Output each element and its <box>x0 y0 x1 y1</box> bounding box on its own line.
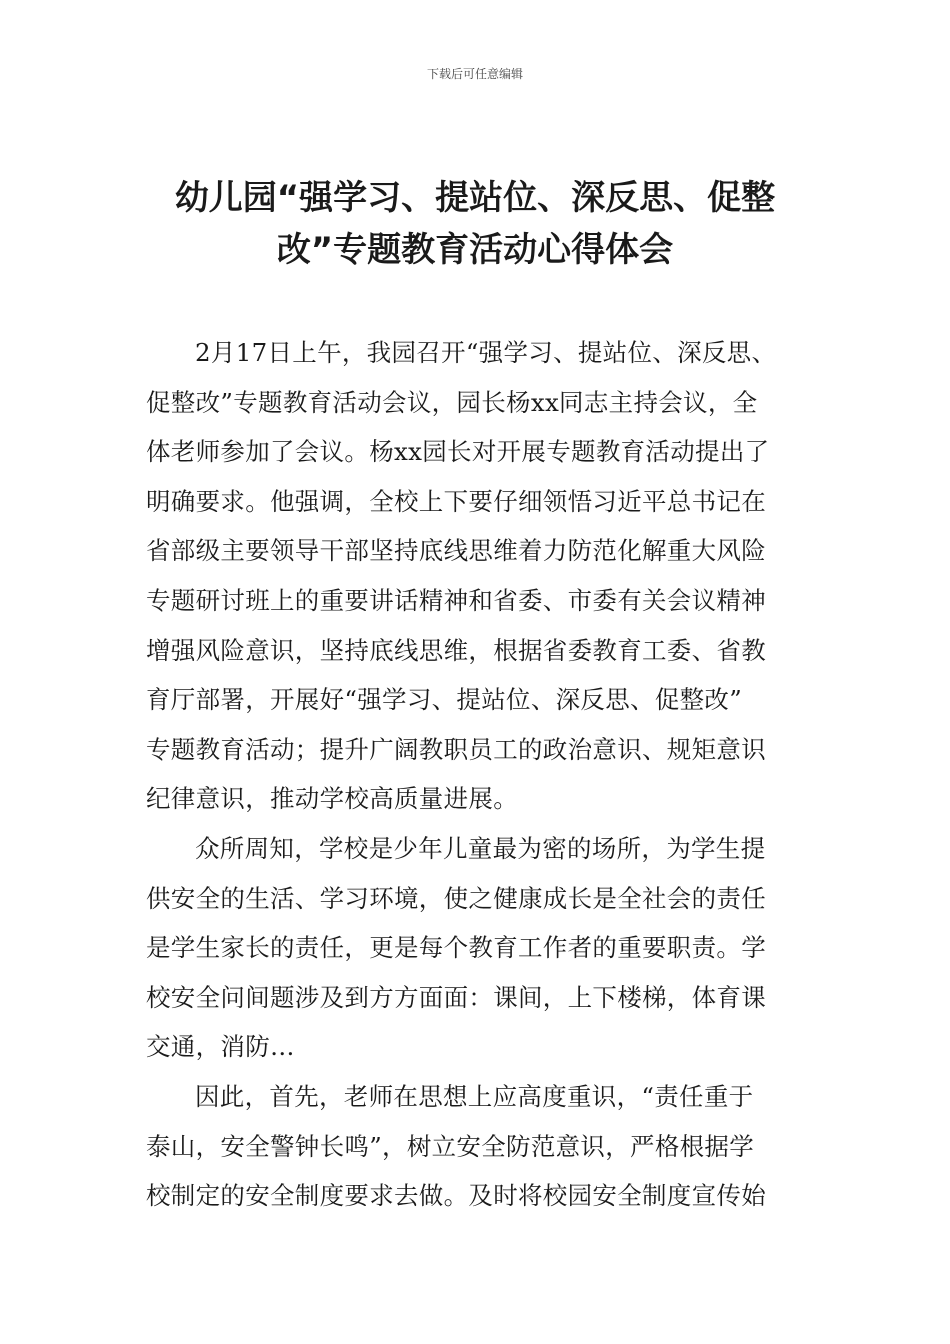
header-note: 下载后可任意编辑 <box>426 67 523 81</box>
body-line: 专题教育活动；提升广阔教职员工的政治意识、规矩意识 <box>146 734 766 764</box>
body-line: 校安全问间题涉及到方方面面：课间，上下楼梯，体育课 <box>146 982 766 1012</box>
body-line: 增强风险意识，坚持底线思维，根据省委教育工委、省教 <box>146 635 766 665</box>
body-line: 泰山，安全警钟长鸣”，树立安全防范意识，严格根据学 <box>146 1131 755 1161</box>
body-line: 交通，消防… <box>146 1032 295 1062</box>
body-line: 纪律意识，推动学校高质量进展。 <box>146 784 518 814</box>
body-line: 专题研讨班上的重要讲话精神和省委、市委有关会议精神 <box>146 585 766 615</box>
title-line-1: 幼儿园“强学习、提站位、深反思、促整 <box>174 178 776 218</box>
body-line: 校制定的安全制度要求去做。及时将校园安全制度宣传始 <box>146 1181 766 1211</box>
title-line-2: 改”专题教育活动心得体会 <box>276 230 674 270</box>
body-line: 是学生家长的责任，更是每个教育工作者的重要职责。学 <box>146 933 766 963</box>
body-text <box>146 328 810 1221</box>
body-line: 育厅部署，开展好“强学习、提站位、深反思、促整改” <box>146 685 743 715</box>
body-line: 体老师参加了会议。杨xx园长对开展专题教育活动提出了 <box>146 437 770 467</box>
body-line: 省部级主要领导干部坚持底线思维着力防范化解重大风险 <box>146 536 766 566</box>
body-line: 促整改”专题教育活动会议，园长杨xx同志主持会议，全 <box>146 387 758 417</box>
body-line: 明确要求。他强调，全校上下要仔细领悟习近平总书记在 <box>146 486 766 516</box>
body-line: 2月17日上午，我园召开“强学习、提站位、深反思、 <box>195 338 777 367</box>
body-line: 众所周知，学校是少年儿童最为密的场所，为学生提 <box>195 833 766 863</box>
document-title <box>100 172 850 276</box>
body-line: 因此，首先，老师在思想上应高度重识，“责任重于 <box>195 1081 754 1111</box>
body-line: 供安全的生活、学习环境，使之健康成长是全社会的责任 <box>146 883 766 913</box>
